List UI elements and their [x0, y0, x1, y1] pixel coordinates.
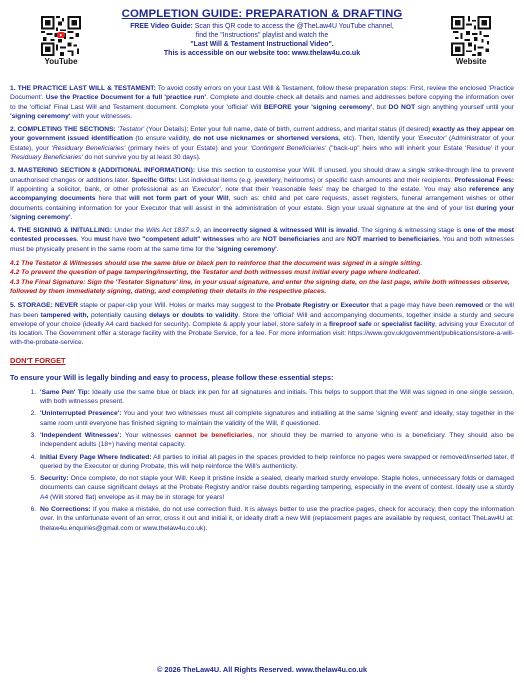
- intro-line2: find the "Instructions" playlist and watch the: [195, 32, 329, 39]
- s5-text: . Store the 'official' Will and accompanying documents, together inside a sturdy and secure envelope of your choice (ideally A4 card backed for security). Complete & apply your label, store safely in a: [10, 311, 514, 328]
- s4-text: and are: [319, 236, 347, 244]
- section-5-heading: 5. STORAGE:: [10, 302, 53, 310]
- s5-text: that a page may have been: [369, 302, 456, 310]
- section-3-additional-info: [10, 166, 514, 222]
- s5-bold: delays or doubts to validity: [149, 311, 239, 319]
- s2-italic: 'Contingent Beneficiaries': [250, 144, 327, 152]
- s5-bold: specialist facility: [381, 320, 436, 328]
- s4-text: who are: [234, 236, 263, 244]
- s2-text: (to ensure validity,: [132, 135, 193, 143]
- tip-title: No Corrections:: [40, 505, 91, 513]
- s1-text: . Complete and double check all details and names and addresses before copying the information over to the 'official' Final Last Will and Testament document. Complete your 'official' Will: [10, 94, 514, 111]
- list-item: [38, 388, 514, 407]
- s2-bold: exactly as they appear on your government issued identification: [10, 126, 515, 143]
- s5-bold: tampered with,: [40, 311, 89, 319]
- s2-italic: 'Testator': [115, 126, 145, 134]
- youtube-qr-code[interactable]: [41, 16, 81, 56]
- s2-text: ("back-up" heirs who will inherit your Estate 'Residue' if your: [326, 144, 514, 152]
- page-title: COMPLETION GUIDE: PREPARATION & DRAFTING: [121, 8, 403, 20]
- section-1-practice-will: [10, 84, 514, 121]
- s3-bold: Professional Fees:: [454, 176, 514, 184]
- s1-bold: BEFORE your 'signing ceremony': [263, 103, 373, 111]
- essential-steps-list: [10, 388, 514, 533]
- section-4-signing: [10, 226, 514, 254]
- s3-text: If appointing a solicitor, bank, or other professional as an: [10, 185, 192, 193]
- signing-notes: [10, 259, 514, 296]
- s5-text: or the will has been: [10, 302, 514, 319]
- s4-text: .: [276, 245, 279, 253]
- s2-text: (Administrator of your Estate), your: [10, 135, 514, 152]
- copyright-footer: © 2026 TheLaw4U. All Rights Reserved. www.thelaw4u.co.uk: [156, 665, 368, 674]
- tip-text: Your witnesses: [121, 431, 175, 439]
- s4-text: Under the: [112, 227, 146, 235]
- list-item: [38, 474, 514, 502]
- list-item: [38, 409, 514, 428]
- s4-text: . You and both witnesses must be physically present in the same room at the same time for the: [10, 236, 514, 253]
- s2-bold: do not use nicknames or shortened versions: [192, 135, 339, 143]
- s5-text: staple or paper-clip your Will. Holes or marks may suggest to the: [77, 302, 276, 310]
- section-5-storage: [10, 301, 514, 347]
- s2-text: (Your Details): Enter your full name, date of birth, current address, and marital status (if desired): [144, 126, 433, 134]
- s4-bold: NOT married to beneficiaries: [346, 236, 440, 244]
- s5-bold: fireproof safe: [328, 320, 372, 328]
- s1-bold: 'signing ceremony': [10, 112, 71, 120]
- s2-italic: 'Residuary Beneficiaries': [51, 144, 126, 152]
- header: [10, 8, 514, 78]
- intro-lead: FREE Video Guide:: [130, 23, 193, 30]
- s2-text: (primary heirs of your Estate) and your: [125, 144, 251, 152]
- list-item: [38, 505, 514, 533]
- section-1-heading: 1. THE PRACTICE LAST WILL & TESTAMENT:: [10, 85, 156, 92]
- tip-title: 'Uninterrupted Presence':: [40, 410, 122, 418]
- intro-line1: Scan this QR code to access the @TheLaw4U YouTube channel,: [192, 23, 394, 30]
- s2-italic: 'Executor': [417, 135, 447, 143]
- section-4-heading: 4. THE SIGNING & INITIALLING:: [10, 227, 113, 235]
- tip-title: Security:: [40, 475, 69, 483]
- s5-bold: NEVER: [52, 302, 78, 310]
- ensure-intro: To ensure your Will is legally binding and easy to process, please follow these essential steps:: [10, 372, 334, 382]
- note-4-1: 4.1 The Testator & Witnesses should use the same blue or black pen to reinforce that the document was signed in a single sitting.: [10, 260, 423, 268]
- s1-text: with your witnesses.: [70, 112, 133, 120]
- s3-text: Use this section to customise your Will. If unused, you should draw a single strike-through line to prevent unauthorised changes or additions later.: [10, 167, 514, 184]
- note-4-3: 4.3 The Final Signature: Sign the 'Testator Signature' line, in your usual signature, and enter the signing date, on the last page, while both witnesses observe, followed by them immediately signing, dating, and completing their details in the respective places.: [10, 278, 510, 295]
- s3-bold: during your 'signing ceremony': [10, 204, 514, 221]
- tip-title: 'Same Pen' Tip:: [40, 388, 90, 396]
- intro-line3: "Last Will & Testament Instructional Video".: [190, 41, 334, 48]
- s4-italic: Wills Act 1837 s.9: [145, 227, 200, 235]
- note-4-2: 4.2 To prevent the question of page tampering/inserting, the Testator and both witnesses must initial every page where indicated.: [10, 269, 421, 277]
- section-3-heading: 3. MASTERING SECTION 8 (ADDITIONAL INFORMATION):: [10, 167, 196, 175]
- s5-text: , advising your Executor of its location. The Government offer a storage facility with the Probate Service, for a fee. For more information visit: https://www.gov.uk/government/publications/store-a-will-with-the-probate-service.: [10, 320, 515, 347]
- list-item: [38, 453, 514, 472]
- s3-bold: Specific Gifts:: [131, 176, 177, 184]
- s4-bold: incorrectly signed & witnessed Will is invalid: [213, 227, 358, 235]
- section-2-completing-sections: [10, 125, 514, 162]
- video-guide-intro: [10, 22, 514, 49]
- tip-text: If you make a mistake, do not use correction fluid. It is always better to use the practice pages, check for accuracy, then copy the information over. In the unfortunate event of an error, cross it out and initial it, or ideally draft a new Will (replacement pages are available by request, contact TheLaw4U at: thelaw4u.enquiries@gmail.com or www.thelaw4u.co.uk).: [40, 505, 514, 532]
- tip-title: Initial Every Page Where Indicated:: [40, 453, 152, 461]
- s3-italic: 'Executor': [191, 185, 221, 193]
- section-2-heading: 2. COMPLETING THE SECTIONS:: [10, 126, 116, 134]
- website-note: This is accessible on our website too: www.thelaw4u.co.uk: [163, 50, 361, 57]
- website-qr-caption: Website: [455, 57, 487, 66]
- s1-bold: DO NOT: [388, 103, 416, 111]
- s5-text: potentially causing: [88, 311, 150, 319]
- s3-bold: reference any accompanying documents: [10, 185, 514, 203]
- tip-text: Ideally use the same blue or black ink pen for all signatures and initials. This helps to support that the Will was signed in one single session, with both witnesses present.: [40, 388, 515, 406]
- s5-bold: Probate Registry or Executor: [275, 302, 370, 310]
- tip-title: 'Independent Witnesses':: [40, 431, 122, 439]
- website-qr-code[interactable]: [451, 16, 491, 56]
- s3-text: List individual items (e.g. jewellery, heirlooms) or specific cash amounts and their recipients.: [176, 176, 455, 184]
- tip-text: All parties to initial all pages in the spaces provided to help reinforce no pages were swapped or removed/inserted later. If queried by the Executor or during Probate, this will help reinforce the Will's authenticity.: [40, 453, 514, 470]
- s4-bold: 'signing ceremony': [216, 245, 277, 253]
- s3-text: .: [70, 213, 73, 221]
- s4-bold: NOT beneficiaries: [262, 236, 320, 244]
- s4-text: . You: [76, 236, 94, 244]
- tip-text: You and your two witnesses must all complete signatures and initialling at the same 'signing event' and ideally, stay together in the same room until everyone has finished signing to maintain the validity of the Will, if questioned.: [40, 410, 514, 427]
- tip-emphasis: cannot be beneficiaries: [174, 431, 253, 439]
- s4-text: . The signing & witnessing stage is: [357, 227, 464, 235]
- s1-text: sign anything yourself until your: [415, 103, 514, 111]
- s2-italic: 'Residuary Beneficiaries': [10, 154, 83, 162]
- tip-text: , nor should they be married to anyone who is a beneficiary. They should also be independent adults (18+) having mental capacity.: [40, 431, 514, 449]
- s1-text: To avoid costly errors on your Last Will & Testament, follow these preparation steps: First, review the enclosed 'Practice Document'.: [10, 85, 514, 102]
- s5-bold: removed: [455, 302, 484, 310]
- s3-bold: will not form part of your Will: [129, 195, 229, 203]
- s3-text: here that: [95, 195, 130, 203]
- s4-bold: two "competent adult" witnesses: [128, 236, 235, 244]
- s5-text: or: [371, 320, 382, 328]
- list-item: [38, 431, 514, 450]
- s3-text: , note that their 'reasonable fees' may be charged to the estate. You may also: [220, 185, 470, 193]
- s4-bold: one of the most contested processes: [10, 227, 514, 244]
- s4-text: , an: [199, 227, 214, 235]
- s3-text: , such as: child and pet care requests, asset registers, funeral arrangement wishes or other documents containing information for your Executor that will assist in the administration of your estate. Sign your usual signature at the end of your list: [10, 195, 514, 212]
- s4-text: have: [109, 236, 129, 244]
- tip-text: Once complete, do not staple your Will. Keep it pristine inside a sealed, clearly marked sturdy envelope. Staple holes, unnecessary folds or damaged documents can cause significant delays at the Probate Registry and/or raise doubts regarding tampering, especially in the event of contest. Ideally use a sturdy A4 (Will stored flat) envelope as it may be in storage for years!: [40, 475, 514, 501]
- s2-text: do not survive you by at least 30 days).: [82, 154, 201, 162]
- dont-forget-heading: DON'T FORGET: [10, 355, 66, 365]
- s2-text: , etc). Then, Identify your: [338, 135, 418, 143]
- s1-bold: Use the Practice Document for a full 'practice run': [45, 94, 207, 102]
- s4-bold: must: [93, 236, 110, 244]
- s1-text: , but: [372, 103, 389, 111]
- youtube-qr-caption: YouTube: [44, 57, 78, 66]
